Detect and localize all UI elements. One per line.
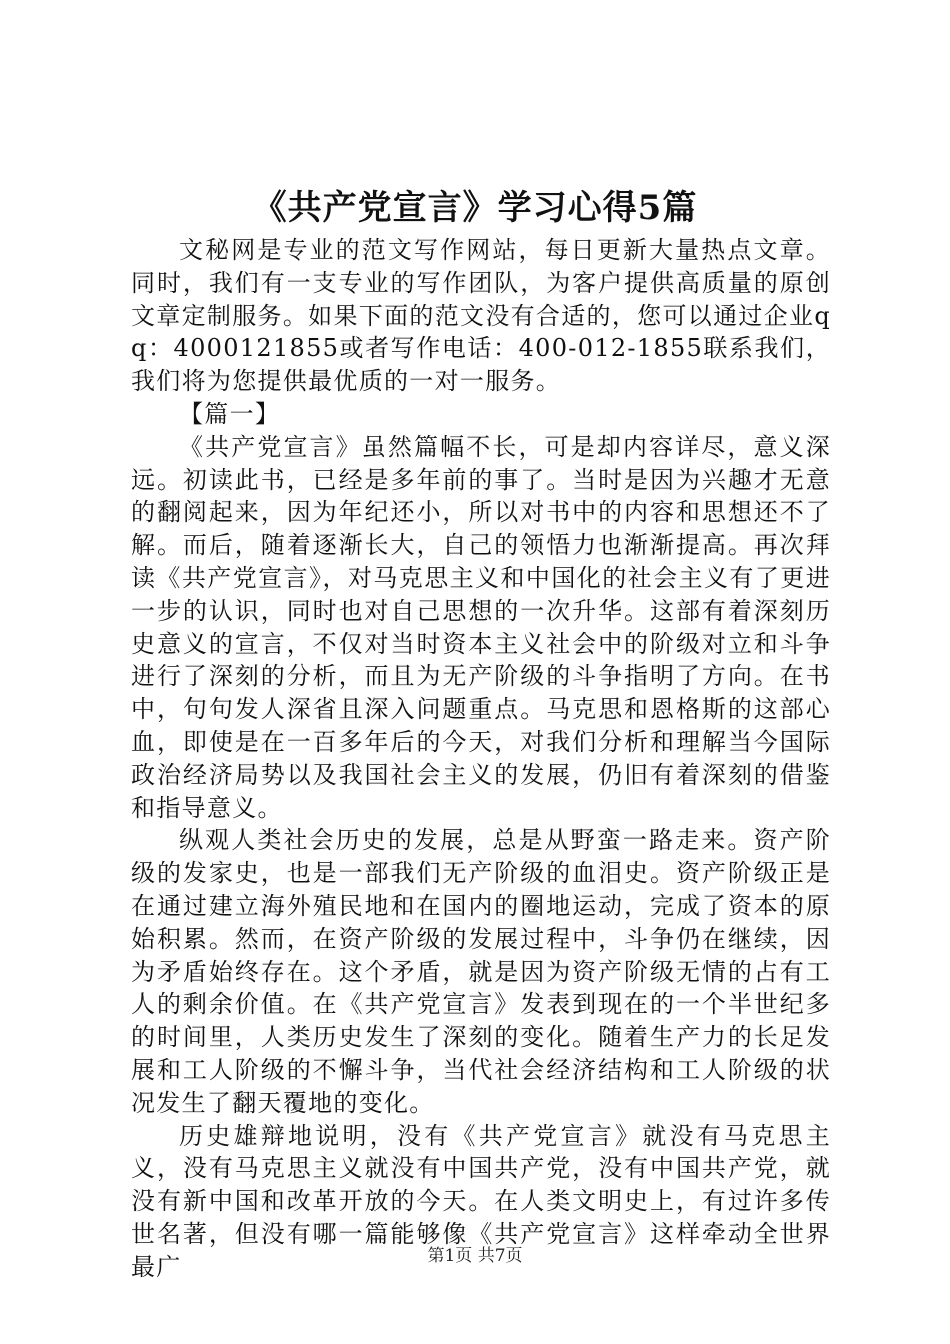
document-body [131, 234, 831, 1284]
body-paragraph-1: 《共产党宣言》虽然篇幅不长，可是却内容详尽，意义深远。初读此书，已经是多年前的事了。当时是因为兴趣才无意的翻阅起来，因为年纪还小，所以对书中的内容和思想还不了解。而后，随着逐渐长大，自己的领悟力也渐渐提高。再次拜读《共产党宣言》，对马克思主义和中国化的社会主义有了更进一步的认识，同时也对自己思想的一次升华。这部有着深刻历史意义的宣言，不仅对当时资本主义社会中的阶级对立和斗争进行了深刻的分析，而且为无产阶级的斗争指明了方向。在书中，句句发人深省且深入问题重点。马克思和恩格斯的这部心血，即使是在一百多年后的今天，对我们分析和理解当今国际政治经济局势以及我国社会主义的发展，仍旧有着深刻的借鉴和指导意义。 [131, 432, 831, 822]
document-title: 《共产党宣言》学习心得5篇 [252, 188, 698, 228]
page-number-footer: 第1页 共7页 [427, 1246, 523, 1266]
intro-paragraph: 文秘网是专业的范文写作网站，每日更新大量热点文章。同时，我们有一支专业的写作团队，为客户提供高质量的原创文章定制服务。如果下面的范文没有合适的，您可以通过企业qq：4000121855或者写作电话：400-012-1855联系我们，我们将为您提供最优质的一对一服务。 [131, 236, 831, 396]
body-paragraph-3: 历史雄辩地说明，没有《共产党宣言》就没有马克思主义，没有马克思主义就没有中国共产党，没有中国共产党，就没有新中国和改革开放的今天。在人类文明史上，有过许多传世名著，但没有哪一篇能够像《共产党宣言》这样牵动全世界最广 [131, 1121, 831, 1281]
body-paragraph-2: 纵观人类社会历史的发展，总是从野蛮一路走来。资产阶级的发家史，也是一部我们无产阶级的血泪史。资产阶级正是在通过建立海外殖民地和在国内的圈地运动，完成了资本的原始积累。然而，在资产阶级的发展过程中，斗争仍在继续，因为矛盾始终存在。这个矛盾，就是因为资产阶级无情的占有工人的剩余价值。在《共产党宣言》发表到现在的一个半世纪多的时间里，人类历史发生了深刻的变化。随着生产力的长足发展和工人阶级的不懈斗争，当代社会经济结构和工人阶级的状况发生了翻天覆地的变化。 [131, 826, 831, 1117]
section-heading: 【篇一】 [179, 399, 281, 428]
